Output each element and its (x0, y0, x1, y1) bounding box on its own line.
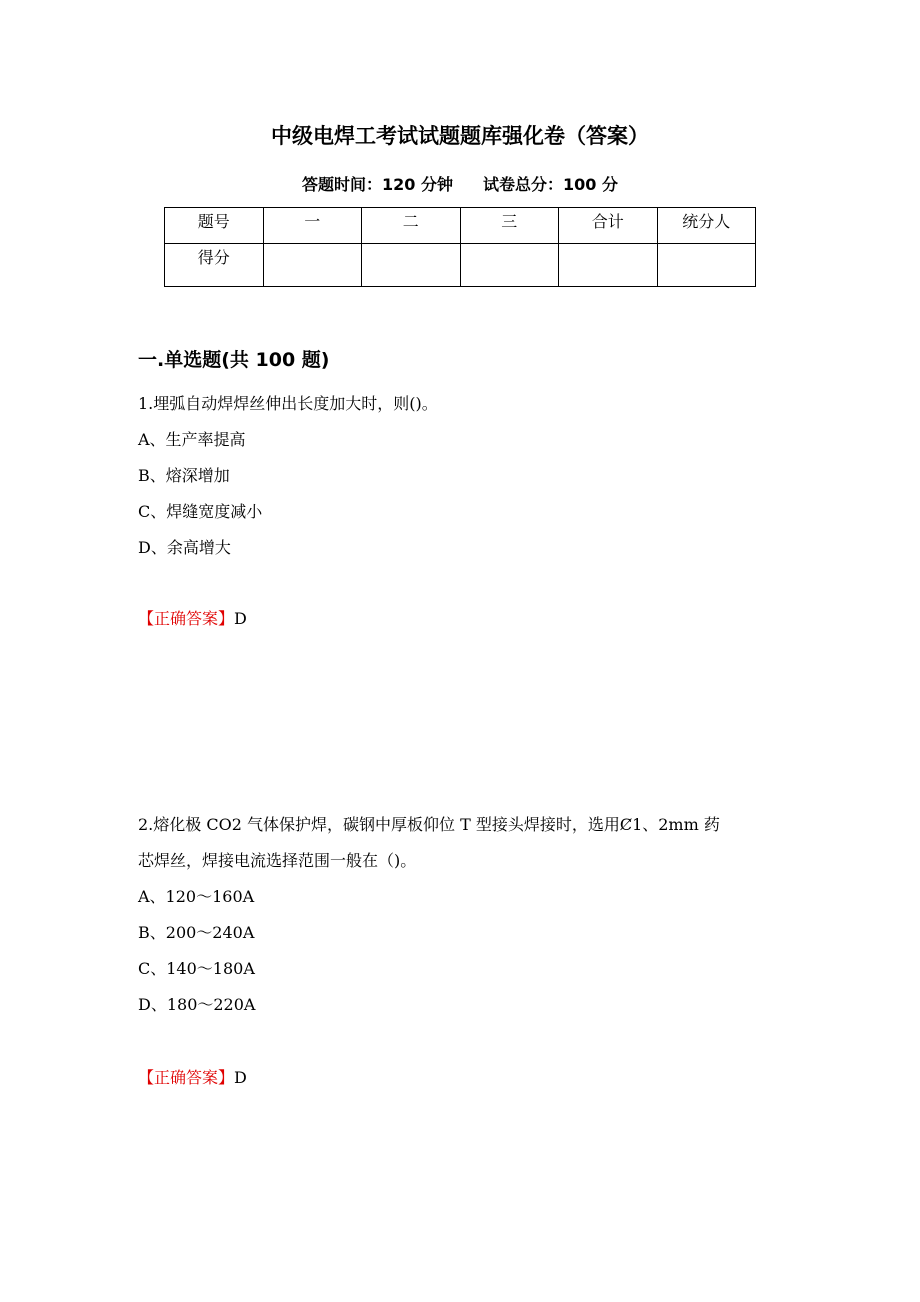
answer-value: D (234, 1068, 247, 1087)
score-table-header: 三 (460, 208, 559, 244)
question-option: D、180～220A (138, 995, 256, 1014)
score-table-header: 合计 (559, 208, 658, 244)
exam-meta (0, 173, 920, 197)
question-option: A、120～160A (138, 887, 255, 906)
correct-answer (138, 1066, 247, 1090)
score-table-header-row (165, 208, 756, 244)
score-table-header: 二 (362, 208, 461, 244)
question-option: D、余高增大 (138, 538, 231, 557)
exam-total-score: 试卷总分：100 分 (483, 175, 618, 194)
section-title: 一.单选题(共 100 题) (138, 349, 330, 371)
score-table-header: 题号 (165, 208, 264, 244)
question-option: C、140～180A (138, 959, 255, 978)
score-table-header: 一 (263, 208, 362, 244)
answer-label: 【正确答案】 (138, 1068, 235, 1087)
score-table-header: 统分人 (657, 208, 756, 244)
question-stem: 1.埋弧自动焊焊丝伸出长度加大时，则()。 (138, 394, 438, 413)
score-table-row-label: 得分 (165, 244, 264, 287)
score-cell (263, 244, 362, 287)
answer-value: D (234, 609, 247, 628)
question-option: C、焊缝宽度减小 (138, 502, 263, 521)
score-cell (559, 244, 658, 287)
question-option: B、熔深增加 (138, 466, 230, 485)
question-option: A、生产率提高 (138, 430, 246, 449)
score-cell (460, 244, 559, 287)
score-cell (362, 244, 461, 287)
score-cell (657, 244, 756, 287)
score-table (164, 207, 756, 287)
question-stem: 芯焊丝，焊接电流选择范围一般在（)。 (138, 851, 417, 870)
question-option: B、200～240A (138, 923, 255, 942)
correct-answer (138, 607, 247, 631)
answer-label: 【正确答案】 (138, 609, 235, 628)
exam-time: 答题时间：120 分钟 (302, 175, 453, 194)
score-table-score-row (165, 244, 756, 287)
question-stem: 2.熔化极 CO2 气体保护焊，碳钢中厚板仰位 T 型接头焊接时，选用Ȼ1、2mm 药 (138, 815, 720, 834)
document-title: 中级电焊工考试试题题库强化卷（答案） (271, 124, 649, 148)
